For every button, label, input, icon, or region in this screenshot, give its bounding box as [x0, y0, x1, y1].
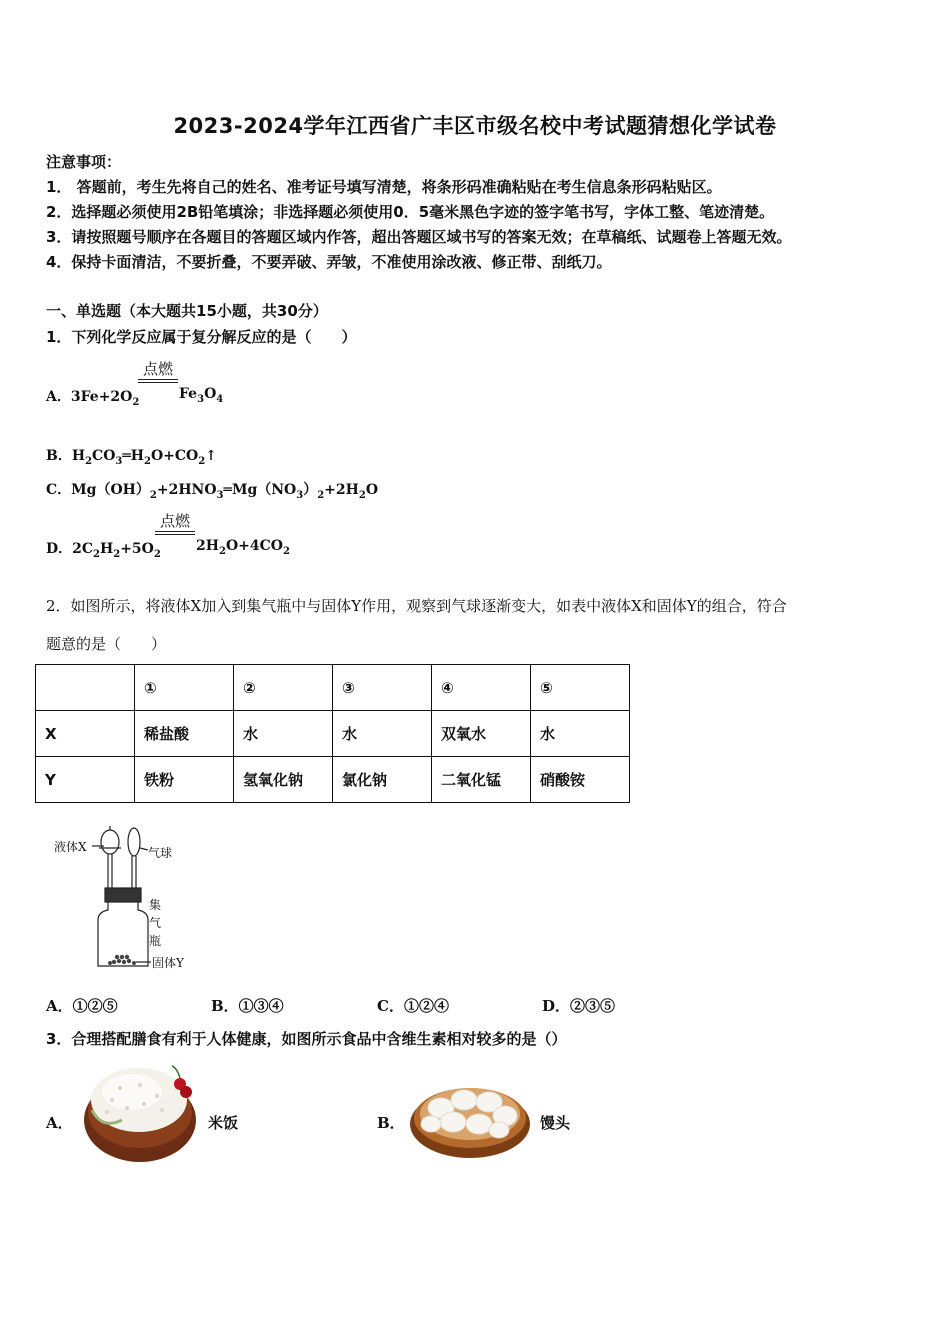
q2-option-b[interactable]: B．①③④	[211, 997, 284, 1015]
reagent-table	[35, 664, 630, 803]
q1-option-a: A．$3Fe+2O_2$	[46, 389, 140, 408]
table-cell: 氯化钠	[333, 757, 432, 803]
condition-label: 点燃	[159, 512, 190, 530]
q3-option-a-label[interactable]: A．	[46, 1114, 73, 1132]
q2-option-c[interactable]: C．①②④	[377, 997, 449, 1015]
table-cell: 硝酸铵	[531, 757, 630, 803]
reaction-condition	[155, 512, 195, 535]
notice-heading: 注意事项：	[46, 153, 122, 171]
notice-item: 3．请按照题号顺序在各题目的答题区域内作答，超出答题区域书写的答案无效；在草稿纸、试题卷上答题无效。	[46, 228, 792, 246]
table-row	[36, 711, 630, 757]
table-cell: 稀盐酸	[135, 711, 234, 757]
table-cell: ②	[234, 665, 333, 711]
table-cell: ④	[432, 665, 531, 711]
table-cell: 氢氧化钠	[234, 757, 333, 803]
label-bottle: 集	[149, 898, 162, 912]
option-label: D．	[46, 541, 73, 557]
table-cell: Y	[36, 757, 135, 803]
option-label: A．	[46, 389, 71, 405]
q1-option-d-product: $2H_2O+4CO_2$	[196, 538, 290, 557]
question-2-stem-cont: 题意的是（ ）	[46, 635, 167, 653]
label-balloon: 气球	[148, 846, 173, 860]
table-cell: 双氧水	[432, 711, 531, 757]
q3-option-b-label[interactable]: B．	[377, 1114, 405, 1132]
q2-option-d[interactable]: D．②③⑤	[542, 997, 616, 1015]
table-header-row	[36, 665, 630, 711]
label-solid-y: 固体Y	[152, 956, 184, 970]
q1-option-a-product: $Fe_3O_4$	[179, 386, 224, 405]
question-2-stem: 2．如图所示，将液体X加入到集气瓶中与固体Y作用，观察到气球逐渐变大，如表中液体X和固体Y的组合，符合	[46, 597, 787, 615]
reaction-condition	[138, 360, 178, 383]
question-1-stem: 1．下列化学反应属于复分解反应的是（ ）	[46, 328, 357, 346]
q2-option-a[interactable]: A．①②⑤	[46, 997, 118, 1015]
table-cell: ①	[135, 665, 234, 711]
q1-option-d: D．$2C_2H_2+5O_2$	[46, 541, 161, 560]
option-label: B．	[46, 448, 72, 464]
equal-sign	[138, 379, 178, 383]
option-label: C．	[46, 482, 72, 498]
table-cell: ③	[333, 665, 432, 711]
notice-item: 4．保持卡面清洁，不要折叠，不要弄破、弄皱，不准使用涂改液、修正带、刮纸刀。	[46, 253, 612, 271]
table-cell: 二氧化锰	[432, 757, 531, 803]
q1-option-c: C．$Mg(OH)_2+2HNO_3═Mg(NO_3)_2+2H_2O$	[46, 482, 379, 501]
table-cell: 铁粉	[135, 757, 234, 803]
table-cell: X	[36, 711, 135, 757]
balloon-icon	[128, 828, 140, 856]
equal-sign	[155, 531, 195, 535]
table-cell: 水	[333, 711, 432, 757]
table-cell: 水	[531, 711, 630, 757]
page-title: 2023-2024学年江西省广丰区市级名校中考试题猜想化学试卷	[173, 114, 777, 138]
notice-item: 2．选择题必须使用2B铅笔填涂；非选择题必须使用0．5毫米黑色字迹的签字笔书写，字体工整、笔迹清楚。	[46, 203, 775, 221]
stopper	[105, 888, 141, 902]
table-cell: ⑤	[531, 665, 630, 711]
rice-bowl-image	[82, 1060, 199, 1163]
label-bottle: 气	[149, 916, 162, 930]
section-heading: 一、单选题（本大题共15小题，共30分）	[46, 302, 328, 320]
steamed-buns-image	[409, 1074, 531, 1160]
q3-option-a-text: 米饭	[208, 1114, 239, 1132]
label-bottle: 瓶	[149, 934, 162, 948]
condition-label: 点燃	[142, 360, 173, 378]
q1-option-b: B．$H_2CO_3═H_2O+CO_2↑$	[46, 448, 217, 467]
table-cell: 水	[234, 711, 333, 757]
separatory-funnel	[101, 830, 119, 854]
question-3-stem: 3．合理搭配膳食有利于人体健康，如图所示食品中含维生素相对较多的是（）	[46, 1030, 567, 1048]
table-row	[36, 757, 630, 803]
label-liquid-x: 液体X	[54, 840, 87, 854]
notice-item: 1． 答题前，考生先将自己的姓名、准考证号填写清楚，将条形码准确粘贴在考生信息条形码粘贴区。	[46, 178, 722, 196]
q3-option-b-text: 馒头	[540, 1114, 571, 1132]
table-cell	[36, 665, 135, 711]
